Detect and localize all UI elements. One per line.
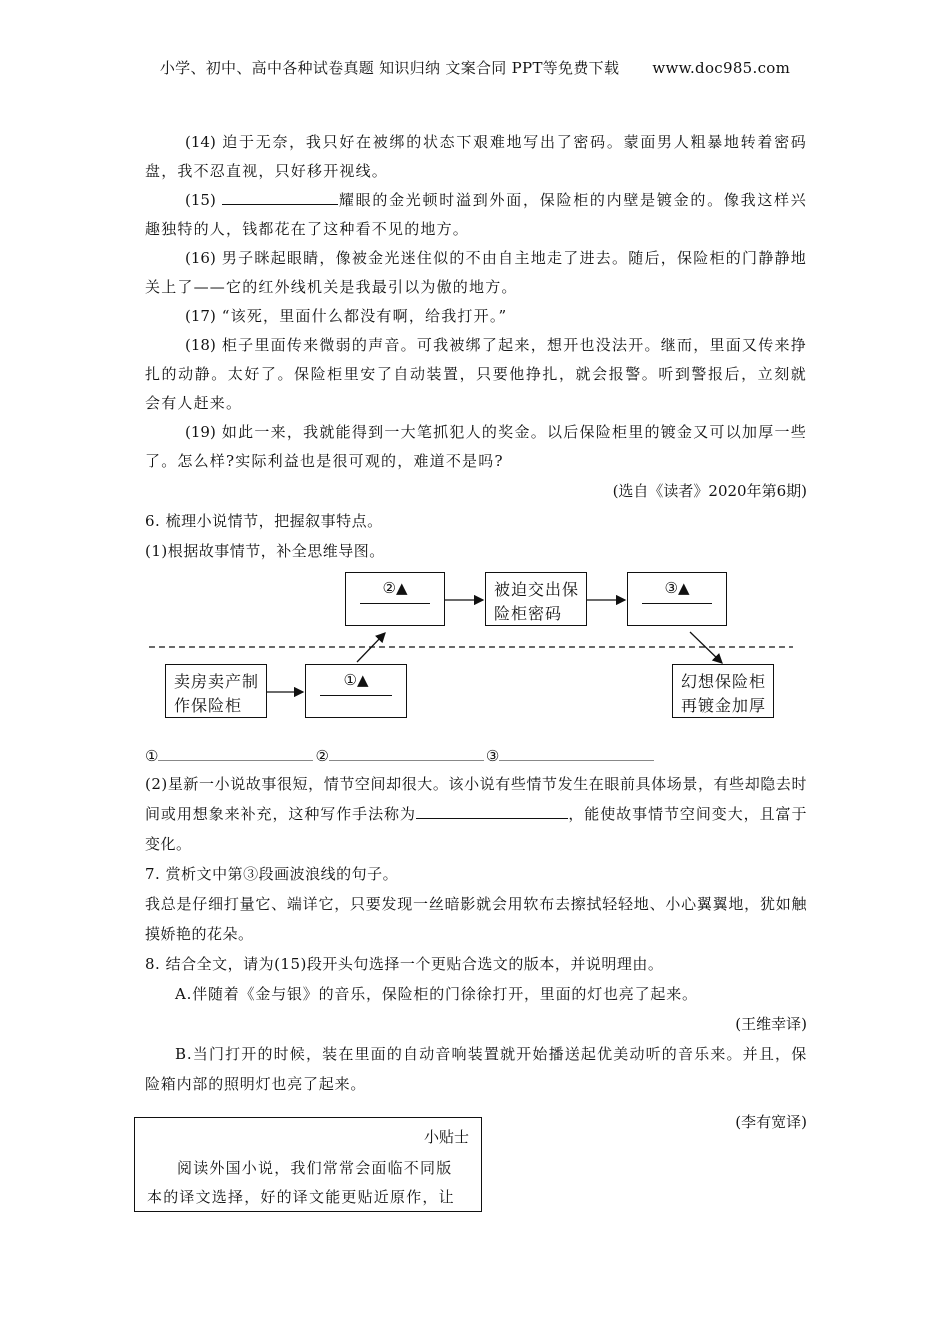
translator-a: (王维幸译) (735, 1015, 807, 1033)
header-text: 小学、初中、高中各种试卷真题 知识归纳 文案合同 PPT等免费下载 (159, 59, 620, 77)
question-7-title: 7. 赏析文中第③段画波浪线的句子。 (145, 865, 399, 883)
source-citation: (选自《读者》2020年第6期) (612, 482, 807, 500)
tip-box (134, 1117, 482, 1212)
paragraph-16: (16) 男子眯起眼睛，像被金光迷住似的不由自主地走了进去。随后，保险柜的门静静地关上了——它的红外线机关是我最引以为傲的地方。 (145, 249, 807, 296)
plot-mind-map (145, 570, 807, 735)
box-3[interactable]: ③▲ (627, 572, 727, 626)
option-b: B.当门打开的时候，装在里面的自动音响装置就开始播送起优美动听的音乐来。并且，保险箱内部的照明灯也亮了起来。 (145, 1045, 807, 1093)
paragraph-19: (19) 如此一来，我就能得到一大笔抓犯人的奖金。以后保险柜里的镀金又可以加厚一些了。怎么样?实际利益也是很可观的，难道不是吗? (145, 423, 807, 470)
tip-title: 小贴士 (423, 1128, 469, 1146)
box-start: 卖房卖产制 作保险柜 (165, 664, 267, 718)
answer-blank-3[interactable] (499, 746, 654, 761)
paragraph-15: (15) 耀眼的金光顿时溢到外面，保险柜的内壁是镀金的。像我这样兴趣独特的人，钱都花在了这种看不见的地方。 (145, 186, 807, 244)
box-2[interactable]: ②▲ (345, 572, 445, 626)
document-body (145, 128, 807, 1137)
box-1[interactable]: ①▲ (305, 664, 407, 718)
question-6-title: 6. 梳理小说情节，把握叙事特点。 (145, 512, 383, 530)
paragraph-18: (18) 柜子里面传来微弱的声音。可我被绑了起来，想开也没法开。继而，里面又传来挣扎的动静。太好了。保险柜里安了自动装置，只要他挣扎，就会报警。听到警报后，立刻就会有人赶来。 (145, 336, 807, 412)
question-6-sub2: (2)星新一小说故事很短，情节空间却很大。该小说有些情节发生在眼前具体场景，有些却隐去时间或用想象来补充，这种写作手法称为 ，能使故事情节空间变大，且富于变化。 (145, 775, 807, 853)
question-8-title: 8. 结合全文，请为(15)段开头句选择一个更贴合选文的版本，并说明理由。 (145, 955, 664, 973)
translator-b: (李有宽译) (735, 1113, 807, 1131)
question-6-sub1: (1)根据故事情节，补全思维导图。 (145, 542, 385, 560)
answer-blanks: ① ② ③ (145, 743, 807, 769)
tip-text: 阅读外国小说，我们常常会面临不同版本的译文选择，好的译文能更贴近原作，让 (147, 1159, 455, 1206)
question-7-text: 我总是仔细打量它、端详它，只要发现一丝暗影就会用软布去擦拭轻轻地、小心翼翼地，犹如触摸娇艳的花朵。 (145, 895, 807, 943)
answer-blank-1[interactable] (158, 746, 313, 761)
box-end: 幻想保险柜 再镀金加厚 (672, 664, 774, 718)
fill-blank-technique[interactable] (416, 802, 568, 819)
header-url[interactable]: www.doc985.com (652, 59, 791, 77)
page-header (0, 57, 950, 78)
fill-blank-15[interactable] (222, 188, 338, 205)
paragraph-14: (14) 迫于无奈，我只好在被绑的状态下艰难地写出了密码。蒙面男人粗暴地转着密码盘，我不忍直视，只好移开视线。 (145, 133, 807, 180)
answer-blank-2[interactable] (329, 746, 484, 761)
box-forced-password: 被迫交出保 险柜密码 (485, 572, 587, 626)
option-a: A.伴随着《金与银》的音乐，保险柜的门徐徐打开，里面的灯也亮了起来。 (175, 985, 698, 1003)
paragraph-17: (17) “该死，里面什么都没有啊，给我打开。” (185, 307, 508, 325)
